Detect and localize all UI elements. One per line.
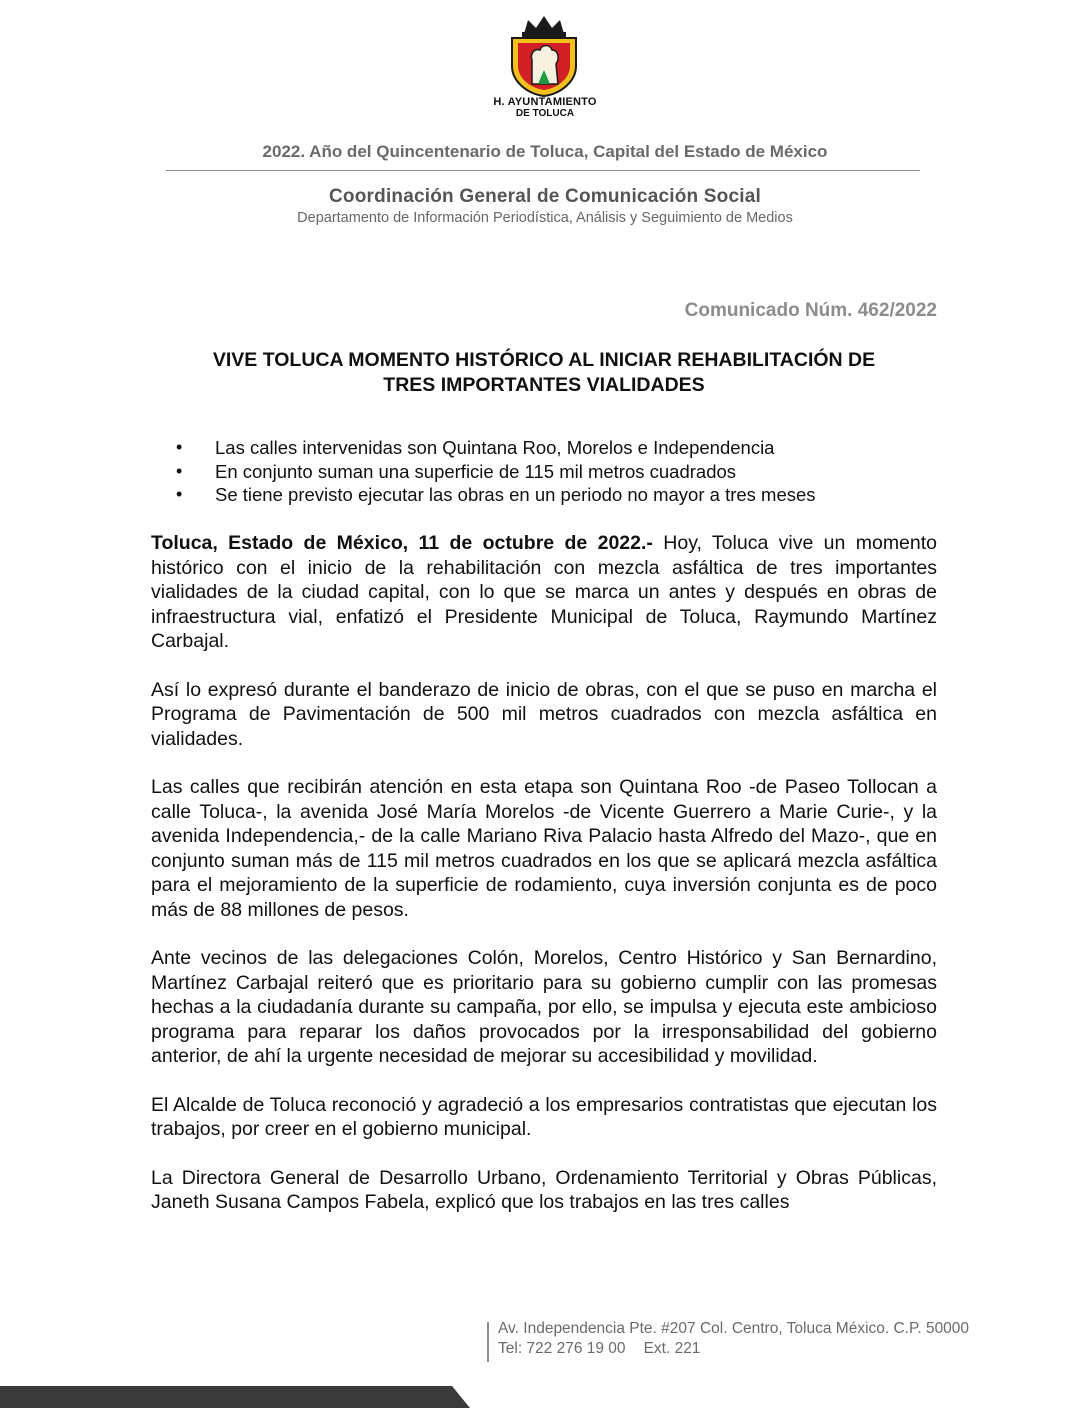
bottom-decorative-band bbox=[0, 1386, 470, 1408]
communique-number: Comunicado Núm. 462/2022 bbox=[684, 300, 937, 321]
paragraph-6: La Directora General de Desarrollo Urbano, Ordenamiento Territorial y Obras Públicas, Janeth Susana Campos Fabela, explicó que los trabajos en las tres calles bbox=[151, 1166, 937, 1213]
bullet-icon: • bbox=[176, 460, 183, 481]
dateline: Toluca, Estado de México, 11 de octubre de 2022.- bbox=[151, 532, 653, 554]
logo-caption-line2: DE TOLUCA bbox=[515, 108, 575, 119]
crown-shape bbox=[524, 16, 564, 34]
toluca-crest-logo bbox=[502, 14, 586, 98]
paragraph-5: El Alcalde de Toluca reconoció y agradeció a los empresarios contratistas que ejecutan los trabajos, por creer en el gobierno municipal. bbox=[151, 1093, 937, 1140]
footer-extension: Ext. 221 bbox=[643, 1340, 701, 1357]
bullet-icon: • bbox=[176, 437, 183, 457]
year-motto: 2022. Año del Quincentenario de Toluca, Capital del Estado de México bbox=[262, 142, 828, 161]
headline bbox=[150, 348, 938, 398]
footer-address: Av. Independencia Pte. #207 Col. Centro, Toluca México. C.P. 50000 bbox=[498, 1320, 970, 1337]
list-item: • En conjunto suman una superficie de 115 mil metros cuadrados bbox=[176, 460, 737, 482]
headline-line1: VIVE TOLUCA MOMENTO HISTÓRICO AL INICIAR REHABILITACIÓN DE bbox=[212, 349, 876, 371]
footer-divider bbox=[487, 1322, 489, 1362]
coordination-title: Coordinación General de Comunicación Social bbox=[329, 186, 761, 207]
paragraph-4: Ante vecinos de las delegaciones Colón, Morelos, Centro Histórico y San Bernardino, Martínez Carbajal reiteró que es prioritario para su gobierno cumplir con las promesas hechas a la ciudadanía durante su campaña, por ello, se impulsa y ejecuta este ambicioso programa para reparar los daños provocados por la irresponsabilidad del gobierno anterior, de ahí la urgente necesidad de mejorar su accesibilidad y movilidad. bbox=[151, 947, 937, 1067]
headline-line2: TRES IMPORTANTES VIALIDADES bbox=[383, 374, 705, 396]
paragraph-1: Toluca, Estado de México, 11 de octubre de 2022.- Hoy, Toluca vive un momento histórico con el inicio de la rehabilitación con mezcla asfáltica de tres importantes vialidades de la ciudad capital, con lo que se marca un antes y después en obras de infraestructura vial, enfatizó el Presidente Municipal de Toluca, Raymundo Martínez Carbajal. bbox=[151, 532, 938, 652]
paragraph-2: Así lo expresó durante el banderazo de inicio de obras, con el que se puso en marcha el Programa de Pavimentación de 500 mil metros cuadrados con mezcla asfáltica en vialidades. bbox=[151, 678, 937, 750]
footer-phone: Tel: 722 276 19 00 Ext. 221 bbox=[498, 1340, 701, 1357]
highlights-list bbox=[176, 436, 936, 507]
department-subtitle: Departamento de Información Periodística, Análisis y Seguimiento de Medios bbox=[297, 210, 793, 226]
header-divider bbox=[166, 170, 920, 171]
article-body bbox=[151, 531, 937, 1239]
paragraph-3: Las calles que recibirán atención en esta etapa son Quintana Roo -de Paseo Tollocan a calle Toluca-, la avenida José María Morelos -de Vicente Guerrero a Marie Curie-, y la avenida Independencia,- de la calle Mariano Riva Palacio hasta Alfredo del Mazo-, que en conjunto suman más de 115 mil metros cuadrados en los que se aplicará mezcla asfáltica para el mejoramiento de la superficie de rodamiento, cuya inversión conjunta es de poco más de 88 millones de pesos. bbox=[151, 776, 937, 921]
list-item: • Las calles intervenidas son Quintana Roo, Morelos e Independencia bbox=[176, 437, 775, 458]
bullet-icon: • bbox=[176, 484, 183, 504]
logo-caption-line1: H. AYUNTAMIENTO bbox=[493, 96, 597, 108]
list-item: • Se tiene previsto ejecutar las obras en un periodo no mayor a tres meses bbox=[176, 484, 816, 505]
